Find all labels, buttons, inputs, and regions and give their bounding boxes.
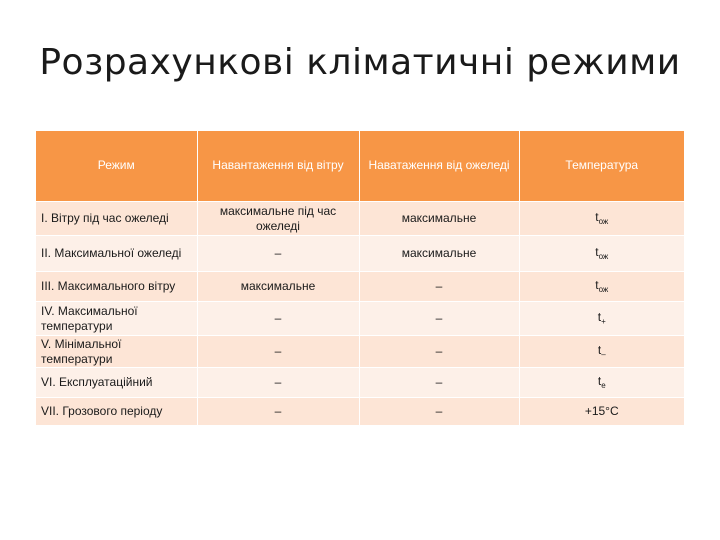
mode-cell: V. Мінімальної температури [36,336,197,368]
header-temperature: Температура [519,131,684,202]
table-row [36,398,684,425]
temperature-symbol: t [595,278,599,292]
mode-cell: VI. Експлуатаційний [36,368,197,398]
ice-load-cell: – [359,336,519,368]
ice-load-cell: максимальне [359,236,519,272]
temperature-cell [519,236,684,272]
header-wind-load: Навантаження від вітру [197,131,359,202]
table-row [36,336,684,368]
temperature-cell [519,202,684,236]
temperature-cell [519,302,684,336]
temperature-subscript: е [601,381,606,390]
temperature-cell [519,272,684,302]
mode-cell: IV. Максимальної температури [36,302,197,336]
temperature-symbol: t [595,210,599,224]
temperature-symbol: t [597,374,602,388]
temperature-subscript: – [601,350,606,359]
header-ice-load: Наватаження від ожеледі [359,131,519,202]
temperature-cell [519,368,684,398]
temperature-symbol: t [595,245,599,259]
ice-load-cell: максимальне [359,202,519,236]
wind-load-cell: – [197,336,359,368]
wind-load-cell: – [197,236,359,272]
mode-cell: II. Максимальної ожеледі [36,236,197,272]
wind-load-cell: максимальне [197,272,359,302]
table-row [36,272,684,302]
temperature-subscript: ож [598,285,609,294]
mode-cell: VII. Грозового періоду [36,398,197,425]
mode-cell: III. Максимального вітру [36,272,197,302]
temperature-subscript: + [601,317,606,326]
table-header-row [36,131,684,202]
temperature-subscript: ож [598,217,609,226]
table-row [36,368,684,398]
ice-load-cell: – [359,398,519,425]
wind-load-cell: – [197,398,359,425]
page-title: Розрахункові кліматичні режими [39,42,681,83]
ice-load-cell: – [359,368,519,398]
table-row [36,202,684,236]
ice-load-cell: – [359,272,519,302]
mode-cell: I. Вітру під час ожеледі [36,202,197,236]
table-row [36,236,684,272]
wind-load-cell: максимальне під час ожеледі [197,202,359,236]
temperature-symbol: t [597,343,602,357]
climate-modes-table [36,131,684,425]
ice-load-cell: – [359,302,519,336]
temperature-symbol: t [597,310,602,324]
header-mode: Режим [36,131,197,202]
temperature-subscript: ож [598,252,609,261]
temperature-cell [519,336,684,368]
temperature-cell: +15°C [519,398,684,425]
wind-load-cell: – [197,368,359,398]
wind-load-cell: – [197,302,359,336]
table-row [36,302,684,336]
